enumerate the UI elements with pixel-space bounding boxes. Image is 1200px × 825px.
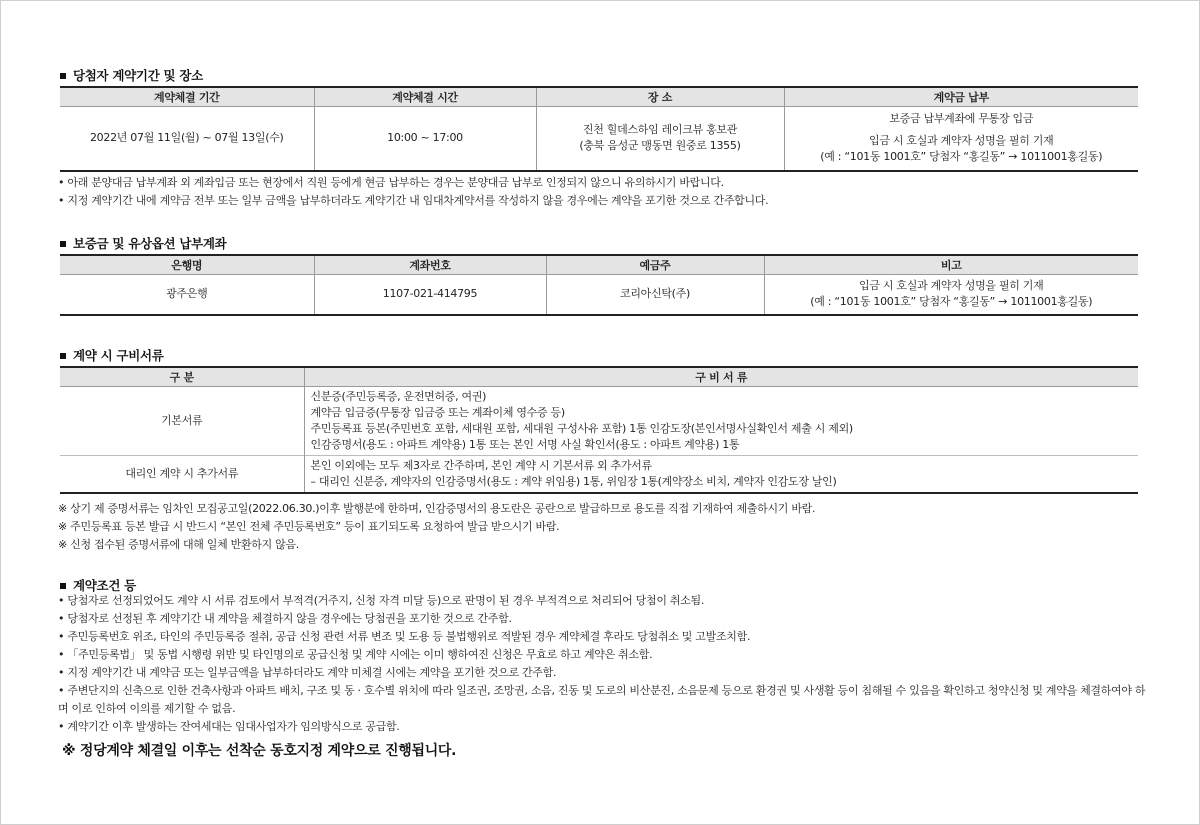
- required-documents-notes: ※ 상기 제 증명서류는 임차인 모집공고일(2022.06.30.)이후 발행분에 한하며, 인감증명서의 용도란은 공란으로 발급하므로 용도를 직접 기재하여 제출하시기 바람. ※ 주민등록표 등본 발급 시 반드시 “본인 전체 주민등록번호” 등이 표기되도록 요청하여 발급 받으시기 바람. ※ 신청 접수된 증명서류에 대해 일체 반환하지 않음.: [58, 502, 816, 551]
- column-header: 구 비 서 류: [304, 367, 1138, 387]
- list-item: • 당첨자로 선정된 후 계약기간 내 계약을 체결하지 않을 경우에는 당첨권을 포기한 것으로 간주함.: [58, 612, 512, 625]
- table-header-row: [60, 367, 1138, 387]
- section-title-contract-conditions: 계약조건 등: [60, 576, 136, 594]
- proxy-documents-label: 대리인 계약 시 추가서류: [60, 456, 304, 494]
- contract-time: 10:00 ~ 17:00: [314, 107, 536, 171]
- contract-period-notes: • 아래 분양대금 납부계좌 외 계좌입금 또는 현장에서 직원 등에게 현금 납부하는 경우는 분양대금 납부로 인정되지 않으니 유의하시기 바랍니다. • 지정 계약기간 내에 계약금 전부 또는 일부 금액을 납부하더라도 계약기간 내 임대차계약서를 작성하지 않을 경우에는 계약을 포기한 것으로 간주합니다.: [58, 176, 769, 207]
- column-header: 계약체결 시간: [314, 87, 536, 107]
- column-header: 비고: [764, 255, 1138, 275]
- square-bullet-icon: [60, 353, 66, 359]
- list-item: • 주민등록번호 위조, 타인의 주민등록증 절취, 공급 신청 관련 서류 변조 및 도용 등 불법행위로 적발된 경우 계약체결 후라도 당첨취소 및 고발조치함.: [58, 630, 751, 643]
- table-header-row: [60, 87, 1138, 107]
- account-remark: 입금 시 호실과 계약자 성명을 필히 기재 (예 : “101동 1001호” 당첨자 “홍길동” → 1011001홍길동): [764, 275, 1138, 315]
- section-title-payment-account: 보증금 및 유상옵션 납부계좌: [60, 234, 226, 252]
- column-header: 장 소: [536, 87, 784, 107]
- table-row: [60, 456, 1138, 494]
- square-bullet-icon: [60, 241, 66, 247]
- column-header: 계좌번호: [314, 255, 546, 275]
- required-documents-table: [60, 366, 1138, 494]
- contract-conditions-list: [58, 592, 1148, 736]
- account-holder: 코리아신탁(주): [546, 275, 764, 315]
- square-bullet-icon: [60, 73, 66, 79]
- proxy-documents-list: 본인 이외에는 모두 제3자로 간주하며, 본인 계약 시 기본서류 외 추가서류 – 대리인 신분증, 계약자의 인감증명서(용도 : 계약 위임용) 1통, 위임장 1통(계약장소 비치, 계약자 인감도장 날인): [304, 456, 1138, 494]
- list-item: • 당첨자로 선정되었어도 계약 시 서류 검토에서 부적격(거주지, 신청 자격 미달 등)으로 판명이 된 경우 부적격으로 처리되어 당첨이 취소됨.: [58, 594, 705, 607]
- bank-name: 광주은행: [60, 275, 314, 315]
- column-header: 예금주: [546, 255, 764, 275]
- payment-account-table: [60, 254, 1138, 316]
- account-number: 1107-021-414795: [314, 275, 546, 315]
- column-header: 은행명: [60, 255, 314, 275]
- column-header: 계약금 납부: [784, 87, 1138, 107]
- table-row: [60, 107, 1138, 171]
- section-title-contract-period: 당첨자 계약기간 및 장소: [60, 66, 203, 84]
- column-header: 구 분: [60, 367, 304, 387]
- list-item: • 주변단지의 신축으로 인한 건축사항과 아파트 배치, 구조 및 동 · 호수별 위치에 따라 일조권, 조망권, 소음, 진동 및 도로의 비산분진, 소음문제 등으로 환경권 및 사생활 등이 침해될 수 있음을 확인하고 청약신청 및 계약을 체결하여야 하며 이로 인하여 이의를 제기할 수 없음.: [58, 684, 1146, 715]
- basic-documents-label: 기본서류: [60, 387, 304, 456]
- square-bullet-icon: [60, 583, 66, 589]
- list-item: • 지정 계약기간 내 계약금 또는 일부금액을 납부하더라도 계약 미체결 시에는 계약을 포기한 것으로 간주함.: [58, 666, 557, 679]
- basic-documents-list: 신분증(주민등록증, 운전면허증, 여권) 계약금 입금증(무통장 입금증 또는 계좌이체 영수증 등) 주민등록표 등본(주민번호 포함, 세대원 포함, 세대원 구성사유 포함) 1통 인감도장(본인서명사실확인서 제출 시 제외) 인감증명서(용도 : 아파트 계약용) 1통 또는 본인 서명 사실 확인서(용도 : 아파트 계약용) 1통: [304, 387, 1138, 456]
- section-title-required-documents: 계약 시 구비서류: [60, 346, 164, 364]
- deposit-payment: 보증금 납부계좌에 무통장 입금 입금 시 호실과 계약자 성명을 필히 기재 (예 : “101동 1001호” 당첨자 “홍길동” → 1011001홍길동): [784, 107, 1138, 171]
- contract-period-table: [60, 86, 1138, 172]
- list-item: • 「주민등록법」 및 동법 시행령 위반 및 타인명의로 공급신청 및 계약 시에는 이미 행하여진 신청은 무효로 하고 계약은 취소함.: [58, 648, 653, 661]
- contract-period: 2022년 07월 11일(월) ~ 07월 13일(수): [60, 107, 314, 171]
- contract-place: 진천 힐데스하임 레이크뷰 홍보관 (충북 음성군 맹동면 원중로 1355): [536, 107, 784, 171]
- final-notice: ※ 정당계약 체결일 이후는 선착순 동호지정 계약으로 진행됩니다.: [62, 743, 457, 759]
- column-header: 계약체결 기간: [60, 87, 314, 107]
- table-row: [60, 275, 1138, 315]
- list-item: • 계약기간 이후 발생하는 잔여세대는 임대사업자가 임의방식으로 공급함.: [58, 720, 400, 733]
- table-row: [60, 387, 1138, 456]
- table-header-row: [60, 255, 1138, 275]
